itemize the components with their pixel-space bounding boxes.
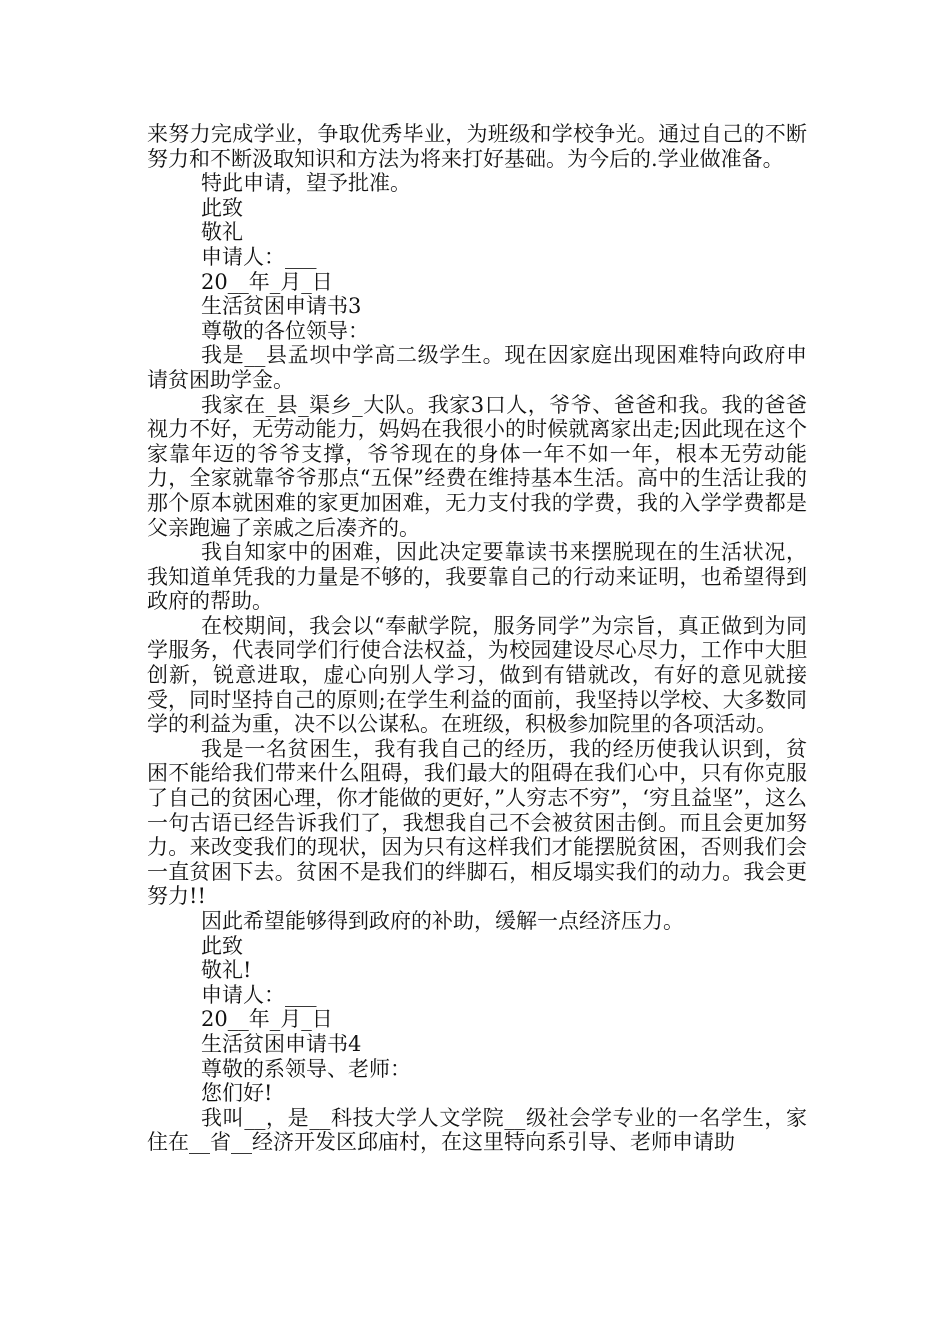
paragraph: 在校期间，我会以“奉献学院，服务同学”为宗旨，真正做到为同学服务，代表同学们行使合法权益，为校园建设尽心尽力，工作中大胆创新，锐意进取，虚心向别人学习，做到有错就改，有好的意见就接受，同时坚持自己的原则;在学生利益的面前，我坚持以学校、大多数同学的利益为重，决不以公谋私。在班级，积极参加院里的各项活动。 [147, 613, 807, 737]
paragraph: 我自知家中的困难，因此决定要靠读书来摆脱现在的生活状况，我知道单凭我的力量是不够的，我要靠自己的行动来证明，也希望得到政府的帮助。 [147, 540, 807, 614]
paragraph: 来努力完成学业，争取优秀毕业，为班级和学校争光。通过自己的不断努力和不断汲取知识和方法为将来打好基础。为今后的.学业做准备。 [147, 122, 807, 171]
paragraph: 我是__县孟坝中学高二级学生。现在因家庭出现困难特向政府申请贫困助学金。 [147, 343, 807, 392]
section-title: 生活贫困申请书4 [201, 1031, 362, 1056]
closing-line: 此致 [201, 933, 243, 958]
section-title: 生活贫困申请书3 [201, 294, 362, 319]
paragraph: 我叫__，是__科技大学人文学院__级社会学专业的一名学生，家住在__省__经济开发区邱庙村，在这里特向系引导、老师申请助 [147, 1105, 807, 1155]
paragraph: 我是一名贫困生，我有我自己的经历，我的经历使我认识到，贫困不能给我们带来什么阻碍，我们最大的阻碍在我们心中，只有你克服了自己的贫困心理，你才能做的更好，”人穷志不穷”，‘穷且益坚”，这么一句古语已经告诉我们了，我想我自己不会被贫困击倒。而且会更加努力。来改变我们的现状，因为只有这样我们才能摆脱贫困，否则我们会一直贫困下去。贫困不是我们的绊脚石，相反塌实我们的动力。我会更努力!! [147, 736, 807, 909]
signature-line: 申请人：___ [201, 244, 317, 269]
closing-line: 敬礼! [201, 958, 252, 983]
signature-line: 申请人：___ [201, 982, 317, 1007]
closing-line: 此致 [201, 195, 243, 220]
paragraph: 因此希望能够得到政府的补助，缓解一点经济压力。 [201, 909, 684, 933]
document-body [147, 122, 807, 1155]
salutation: 尊敬的系领导、老师： [201, 1056, 411, 1081]
salutation: 尊敬的各位领导： [201, 318, 369, 343]
paragraph: 我家在_县_渠乡_大队。我家3口人，爷爷、爸爸和我。我的爸爸视力不好，无劳动能力，妈妈在我很小的时候就离家出走;因此现在这个家靠年迈的爷爷支撑，爷爷现在的身体一年不如一年，根本无劳动能力，全家就靠爷爷那点“五保”经费在维持基本生活。高中的生活让我的那个原本就困难的家更加困难，无力支付我的学费，我的入学学费都是父亲跑遍了亲戚之后凑齐的。 [147, 392, 807, 540]
greeting: 您们好! [201, 1081, 273, 1106]
date-line: 20__年_月_日 [201, 269, 333, 294]
date-line: 20__年_月_日 [201, 1007, 333, 1032]
closing-line: 敬礼 [201, 220, 243, 245]
paragraph: 特此申请，望予批准。 [201, 171, 411, 196]
